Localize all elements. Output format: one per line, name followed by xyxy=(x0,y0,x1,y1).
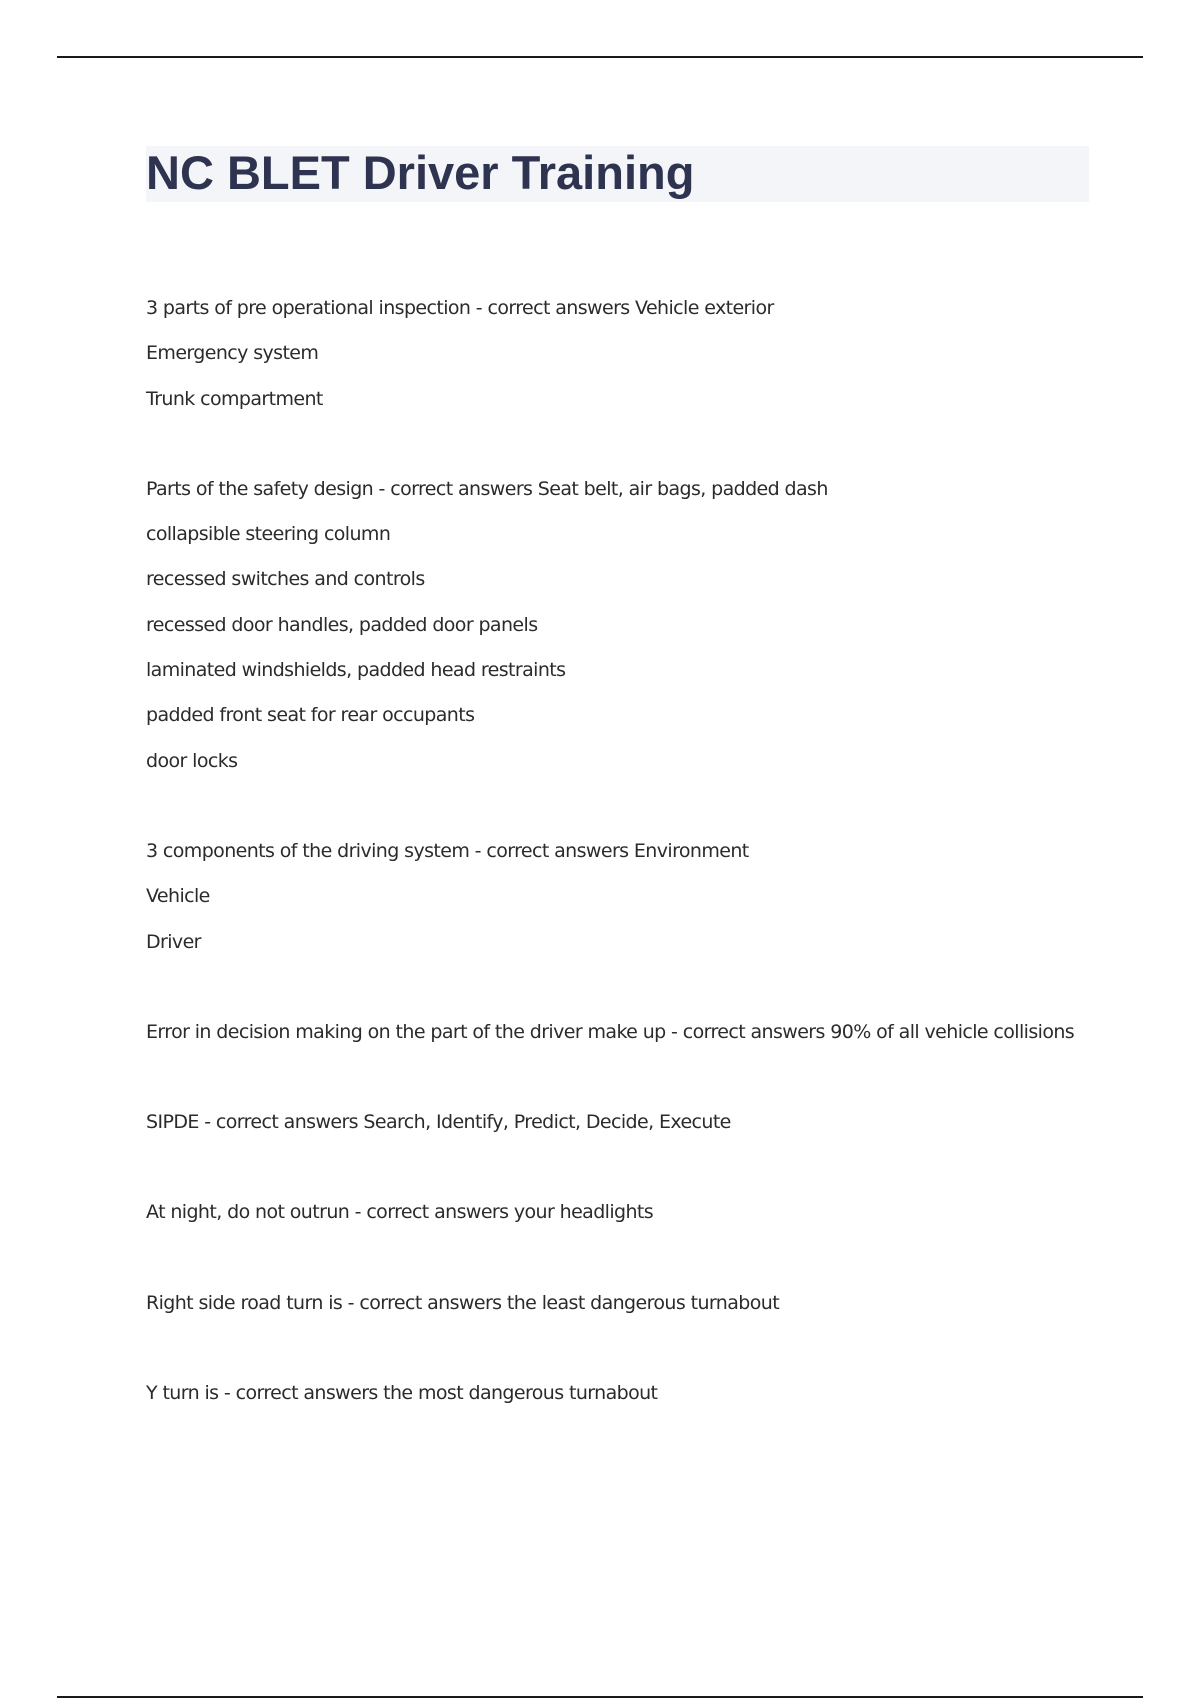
qa-line: laminated windshields, padded head restraints xyxy=(146,659,566,682)
qa-pre-operational-inspection xyxy=(146,286,1106,422)
qa-line: At night, do not outrun - correct answers your headlights xyxy=(146,1201,654,1224)
qa-line: SIPDE - correct answers Search, Identify, Predict, Decide, Execute xyxy=(146,1111,731,1134)
qa-line: Right side road turn is - correct answers the least dangerous turnabout xyxy=(146,1291,780,1314)
qa-line: Driver xyxy=(146,930,201,953)
top-divider xyxy=(57,56,1143,58)
qa-line: 3 components of the driving system - correct answers Environment xyxy=(146,839,749,862)
qa-line: Error in decision making on the part of the driver make up - correct answers 90% of all vehicle collisions xyxy=(146,1020,1075,1043)
qa-decision-error xyxy=(146,1010,1106,1055)
qa-line: Vehicle xyxy=(146,885,210,908)
qa-line: Parts of the safety design - correct answers Seat belt, air bags, padded dash xyxy=(146,477,828,500)
document-body xyxy=(146,286,1106,1461)
qa-line: Y turn is - correct answers the most dangerous turnabout xyxy=(146,1382,658,1405)
qa-night-driving xyxy=(146,1190,1106,1235)
qa-line: recessed switches and controls xyxy=(146,568,425,591)
qa-line: recessed door handles, padded door panels xyxy=(146,613,538,636)
qa-y-turn xyxy=(146,1371,1106,1416)
qa-sipde xyxy=(146,1100,1106,1145)
qa-line: Emergency system xyxy=(146,342,319,365)
qa-line: Trunk compartment xyxy=(146,387,323,410)
qa-safety-design xyxy=(146,467,1106,784)
qa-right-side-turn xyxy=(146,1281,1106,1326)
qa-line: 3 parts of pre operational inspection - correct answers Vehicle exterior xyxy=(146,297,774,319)
qa-line: door locks xyxy=(146,749,238,772)
qa-line: collapsible steering column xyxy=(146,523,391,546)
qa-line: padded front seat for rear occupants xyxy=(146,704,475,727)
qa-driving-system-components xyxy=(146,829,1106,965)
page-title: NC BLET Driver Training xyxy=(146,146,695,199)
bottom-divider xyxy=(57,1696,1143,1698)
